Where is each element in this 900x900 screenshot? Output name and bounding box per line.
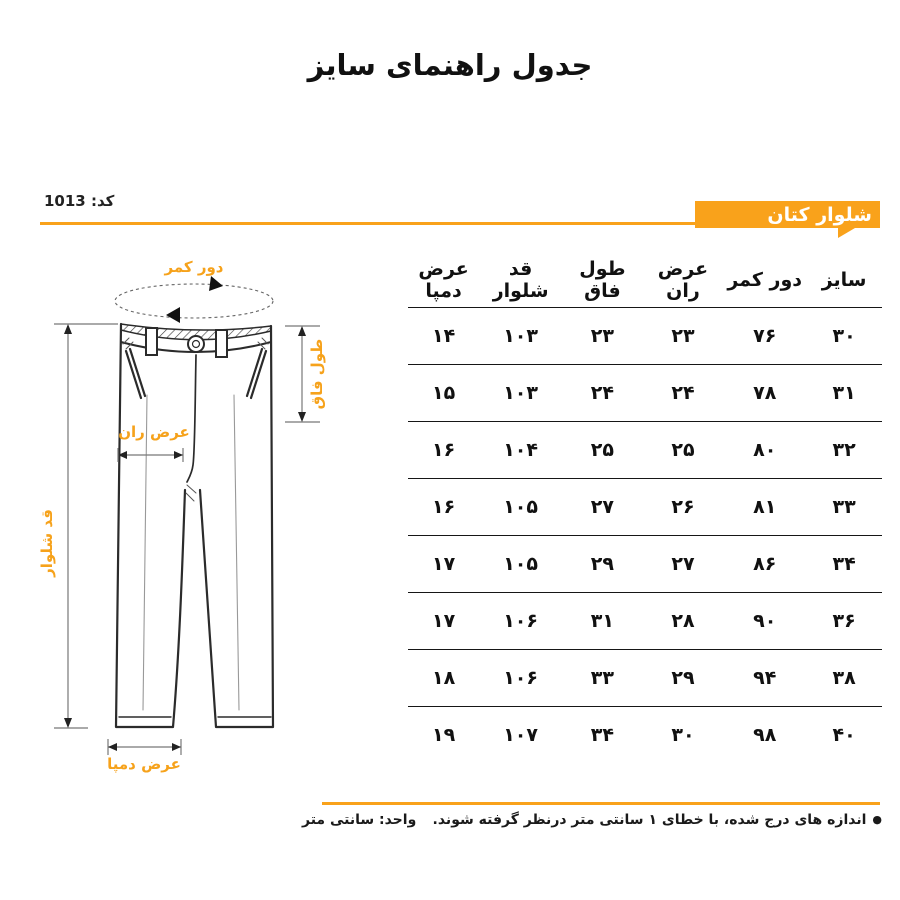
table-cell: ۳۰: [671, 724, 695, 746]
pants-diagram: [30, 245, 390, 785]
product-code-label: کد: 1013: [44, 192, 115, 210]
table-row: [408, 479, 882, 536]
crotch-length-label: طول فاق: [308, 338, 326, 410]
col-header-crotch-length: طول فاق: [562, 252, 643, 308]
pants-length-label: قد شلوار: [38, 509, 56, 577]
table-cell: ۳۴: [806, 536, 882, 593]
measure-leg-opening: [108, 739, 181, 755]
col-header-pants-length: قد شلوار: [479, 252, 562, 308]
category-banner: [695, 201, 880, 228]
table-cell: ۱۰۳: [479, 308, 562, 365]
table-cell: ۲۸: [643, 593, 724, 650]
footer-divider-line: [322, 802, 880, 805]
table-row: [408, 650, 882, 707]
table-cell: ۱۸: [408, 650, 479, 707]
table-cell: ۱۶: [408, 479, 479, 536]
table-cell: ۷۶: [723, 308, 806, 365]
table-cell: ۲۵: [562, 422, 643, 479]
banner-tail-shape: [838, 228, 855, 238]
col-header-leg-opening: عرض دمپا: [408, 252, 479, 308]
pants-outline: [116, 324, 273, 727]
col-header-size: سایز: [806, 252, 882, 308]
table-cell: ۱۰۴: [479, 422, 562, 479]
thigh-width-label: عرض ران: [118, 423, 190, 441]
unit-label: واحد: سانتی متر: [302, 812, 417, 828]
table-cell: ۲۵: [643, 422, 724, 479]
table-cell: ۱۰۵: [479, 536, 562, 593]
table-cell: ۳۳: [806, 479, 882, 536]
table-row: [408, 308, 882, 365]
table-cell: ۲۹: [643, 650, 724, 707]
table-cell: ۳۸: [806, 650, 882, 707]
table-cell: ۳۶: [806, 593, 882, 650]
table-cell: ۸۱: [723, 479, 806, 536]
category-banner-label: شلوار کتان: [767, 203, 872, 226]
waist-label: دور کمر: [164, 258, 224, 276]
table-cell: ۱۰۶: [479, 650, 562, 707]
tolerance-note: [433, 812, 882, 828]
table-cell: ۳۳: [562, 650, 643, 707]
table-cell: ۲۴: [643, 365, 724, 422]
waist-arrow-right: [209, 276, 223, 291]
table-cell: ۲۶: [643, 479, 724, 536]
waist-ellipse: [115, 284, 273, 318]
table-cell: ۱۰۳: [479, 365, 562, 422]
table-cell: ۱۵: [408, 365, 479, 422]
table-cell: ۲۳: [643, 308, 724, 365]
waist-arrow-left: [166, 307, 180, 323]
table-row: [408, 365, 882, 422]
measure-thigh-width: [118, 448, 183, 462]
table-cell: ۲۹: [562, 536, 643, 593]
table-cell: ۲۷: [562, 479, 643, 536]
table-cell: ۳۴: [590, 724, 614, 746]
table-row: [408, 422, 882, 479]
table-cell: ۱۴: [408, 308, 479, 365]
table-cell: ۱۷: [408, 536, 479, 593]
table-cell: ۳۱: [562, 593, 643, 650]
table-cell: ۹۸: [753, 724, 777, 746]
header-divider-line: [40, 222, 696, 225]
table-cell: ۹۴: [723, 650, 806, 707]
col-header-waist: دور کمر: [723, 252, 806, 308]
table-cell: ۸۶: [723, 536, 806, 593]
col-header-thigh-width: عرض ران: [643, 252, 724, 308]
table-cell: ۱۰۷: [503, 724, 538, 746]
table-row: [408, 536, 882, 593]
table-cell: ۴۰: [832, 724, 856, 746]
table-cell: ۱۹: [431, 724, 456, 746]
button: [188, 336, 204, 352]
table-cell: ۲۴: [562, 365, 643, 422]
table-cell: ۲۳: [562, 308, 643, 365]
size-table-container: [408, 252, 882, 763]
page-title: جدول راهنمای سایز: [307, 48, 593, 82]
table-cell: ۲۷: [643, 536, 724, 593]
table-cell: ۹۰: [723, 593, 806, 650]
table-row: [408, 593, 882, 650]
table-body: [408, 308, 882, 764]
size-table: [408, 252, 882, 763]
table-header-row: [408, 252, 882, 308]
table-cell: ۱۰۶: [479, 593, 562, 650]
table-cell: ۸۰: [723, 422, 806, 479]
table-cell: ۱۷: [408, 593, 479, 650]
table-cell: ۱۰۵: [479, 479, 562, 536]
table-row: [408, 707, 882, 764]
leg-opening-label: عرض دمپا: [107, 755, 181, 773]
table-cell: ۳۲: [806, 422, 882, 479]
measure-pants-length: [54, 324, 118, 728]
bullet-icon: ●: [872, 813, 882, 826]
table-cell: ۳۰: [806, 308, 882, 365]
table-cell: ۷۸: [723, 365, 806, 422]
tolerance-note-text: اندازه های درج شده، با خطای ۱ سانتی متر درنظر گرفته شوند.: [432, 812, 867, 828]
table-cell: ۳۱: [806, 365, 882, 422]
table-cell: ۱۶: [408, 422, 479, 479]
